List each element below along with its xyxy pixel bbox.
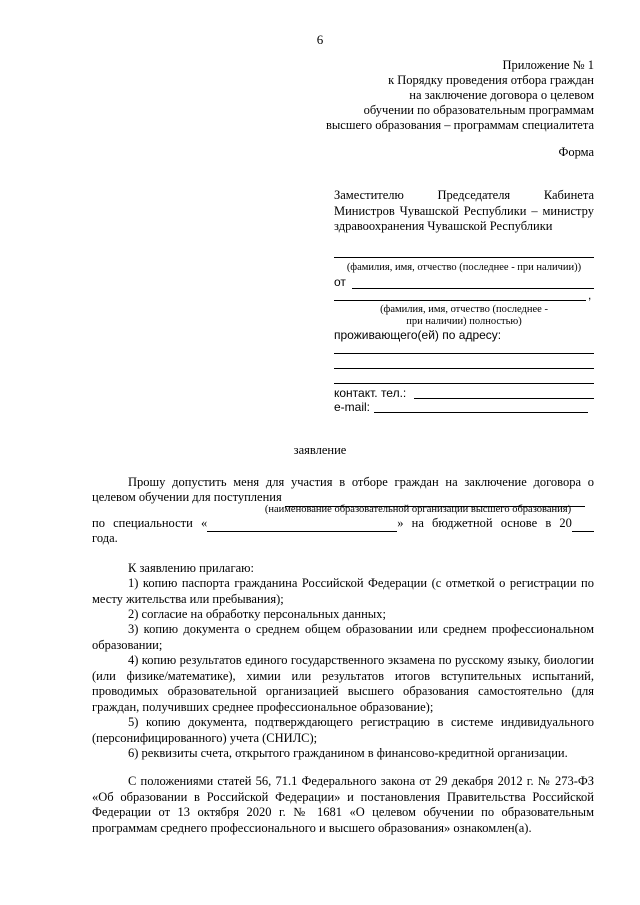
applicant-name-field-2[interactable] [334,300,586,301]
phone-field[interactable] [414,398,594,399]
email-field[interactable] [374,412,588,413]
spec-word: на [411,516,424,530]
attachment-item: 5) копию документа, подтверждающего регистрацию в системе индивидуального (персонифицированного) учета (СНИЛС); [92,715,594,745]
attachment-item: 6) реквизиты счета, открытого гражданином в финансово-кредитной организации. [128,746,568,760]
spec-word: бюджетной [432,516,493,530]
quote-close: » [397,516,404,530]
annex-line: Приложение № 1 [502,58,594,72]
acknowledgement: С положениями статей 56, 71.1 Федерального закона от 29 декабря 2012 г. № 273-ФЗ «Об образовании в Российской Федерации» и постановления Правительства Российской Федерации от 13 октября 2020 г. № 1681 «О целевом обучении по образовательным программам среднего профессионального и высшего образования» ознакомлен(а). [92,774,594,835]
email-label: e-mail: [334,400,371,414]
applicant-name-caption-2: при наличии) полностью) [406,316,522,327]
page-number: 6 [316,32,324,47]
annex-header [294,58,594,133]
year-field[interactable] [572,516,594,532]
residing-label: проживающего(ей) по адресу: [334,328,502,342]
form-label: Форма [558,145,594,159]
applicant-name-field-1[interactable] [352,288,594,289]
specialty-row [92,516,594,532]
spec-word: основе [500,516,538,530]
request-line-2-text: целевом обучении для поступления [92,490,282,504]
attachment-item: 1) копию паспорта гражданина Российской Федерации (с отметкой о регистрации по месту жительства или пребывания); [92,576,594,606]
request-line-1: Прошу допустить меня для участия в отборе граждан на заключение договора о [128,475,594,489]
annex-line: к Порядку проведения отбора граждан [388,73,594,87]
organization-caption: (наименование образовательной организации высшего образования) [264,504,572,515]
annex-line: обучении по образовательным программам [363,103,594,117]
year-prefix: 20 [559,516,572,530]
addressee: Заместителю Председателя Кабинета Министров Чувашской Республики – министру здравоохранения Чувашской Республики [334,188,594,233]
attachment-item: 4) копию результатов единого государственного экзамена по русскому языку, биологии (или физике/математике), химии или результатов итогов вступительных испытаний, проводимых образовательной организацией высшего образования самостоятельно (для граждан, получивших среднее профессиональное образование); [92,653,594,714]
comma: , [588,288,592,302]
address-field-1[interactable] [334,353,594,354]
attachments-intro: К заявлению прилагаю: [128,561,254,575]
attachment-item: 3) копию документа о среднем общем образовании или среднем профессиональном образовании; [92,622,594,652]
annex-line: высшего образования – программам специалитета [325,118,594,132]
annex-line: на заключение договора о целевом [409,88,594,102]
applicant-name-caption-1: (фамилия, имя, отчество (последнее - [380,304,548,315]
official-name-field[interactable] [334,257,594,258]
address-field-2[interactable] [334,368,594,369]
specialty-group [201,516,404,532]
year-group [559,516,594,532]
address-field-3[interactable] [334,383,594,384]
spec-word: по [92,516,105,530]
document-title: заявление [293,443,347,457]
spec-word: в [545,516,552,530]
spec-word: специальности [113,516,193,530]
official-name-caption: (фамилия, имя, отчество (последнее - при наличии)) [346,262,582,273]
from-label: от [334,275,346,289]
attachment-item: 2) согласие на обработку персональных данных; [128,607,386,621]
specialty-field[interactable] [207,516,397,532]
phone-label: контакт. тел.: [334,386,407,400]
specialty-row-end: года. [92,531,118,545]
quote-open: « [200,516,208,530]
